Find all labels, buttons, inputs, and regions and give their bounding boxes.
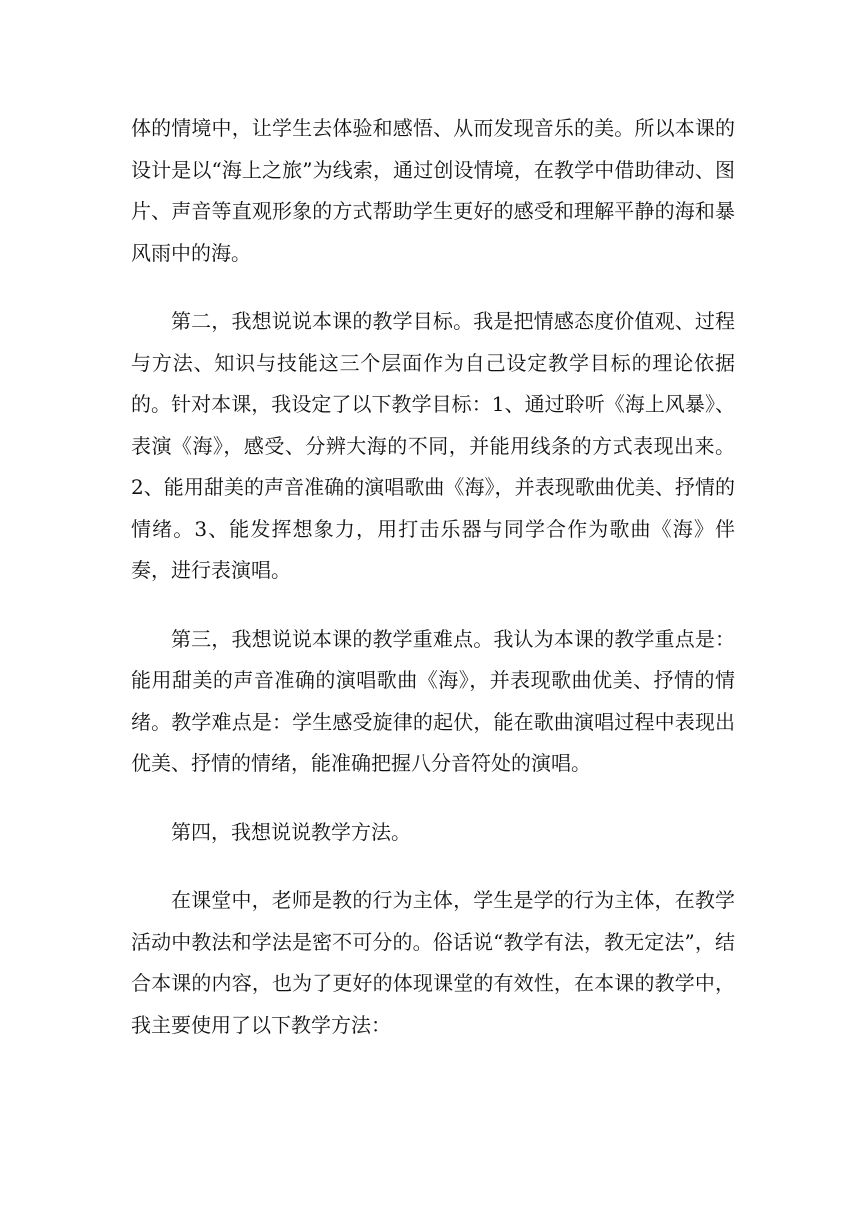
document-body: [131, 108, 735, 1073]
paragraph-5: 在课堂中，老师是教的行为主体，学生是学的行为主体，在教学活动中教法和学法是密不可分的。俗话说“教学有法，教无定法”，结合本课的内容，也为了更好的体现课堂的有效性，在本课的教学中，我主要使用了以下教学方法：: [131, 888, 735, 1037]
paragraph-4: 第四，我想说说教学方法。: [171, 819, 411, 844]
paragraph-1: 体的情境中，让学生去体验和感悟、从而发现音乐的美。所以本课的设计是以“海上之旅”为线索，通过创设情境，在教学中借助律动、图片、声音等直观形象的方式帮助学生更好的感受和理解平静的海和暴风雨中的海。: [131, 116, 735, 265]
paragraph-3: 第三，我想说说本课的教学重难点。我认为本课的教学重点是：能用甜美的声音准确的演唱歌曲《海》，并表现歌曲优美、抒情的情绪。教学难点是：学生感受旋律的起伏，能在歌曲演唱过程中表现出优美、抒情的情绪，能准确把握八分音符处的演唱。: [131, 626, 735, 775]
paragraph-2: 第二，我想说说本课的教学目标。我是把情感态度价值观、过程与方法、知识与技能这三个层面作为自己设定教学目标的理论依据的。针对本课，我设定了以下教学目标：1、通过聆听《海上风暴》、表演《海》，感受、分辨大海的不同，并能用线条的方式表现出来。2、能用甜美的声音准确的演唱歌曲《海》，并表现歌曲优美、抒情的情绪。3、能发挥想象力，用打击乐器与同学合作为歌曲《海》伴奏，进行表演唱。: [131, 309, 735, 582]
